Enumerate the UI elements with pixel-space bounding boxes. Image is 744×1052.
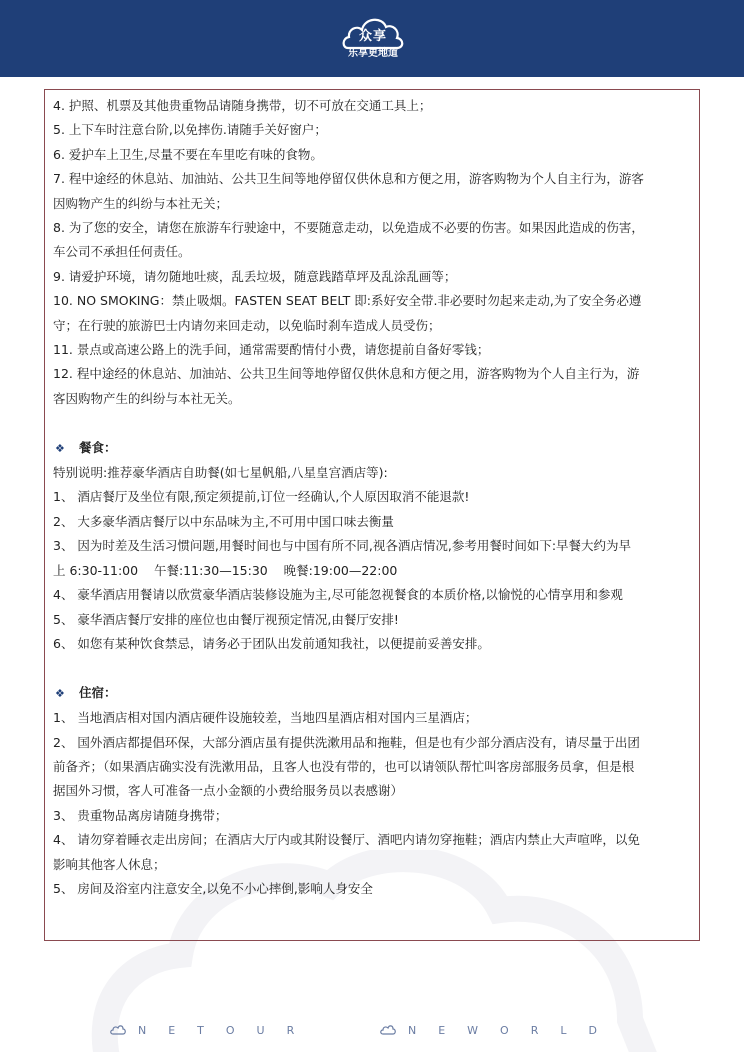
text-line: 9. 请爱护环境，请勿随地吐痰，乱丢垃圾，随意践踏草坪及乱涂乱画等； <box>53 268 457 284</box>
text-line: 据国外习惯，客人可准备一点小金额的小费给服务员以表感谢） <box>53 783 404 799</box>
section-spacer <box>53 656 693 680</box>
list-item <box>53 118 693 142</box>
list-item <box>53 94 693 118</box>
text-line: 上 6:30-11:00 午餐:11:30—15:30 晚餐:19:00—22:00 <box>53 562 398 578</box>
text-line: 1、 酒店餐厅及坐位有限,预定须提前,订位一经确认,个人原因取消不能退款! <box>53 489 470 505</box>
text-line: 5、 房间及浴室内注意安全,以免不小心摔倒,影响人身安全 <box>53 880 373 896</box>
text-line: 8. 为了您的安全，请您在旅游车行驶途中，不要随意走动，以免造成不必要的伤害。如果因此造成的伤害， <box>53 220 644 236</box>
logo-slogan: 乐享更地道 <box>348 48 398 59</box>
text-line: 2、 大多豪华酒店餐厅以中东品味为主,不可用中国口味去衡量 <box>53 513 394 529</box>
text-line: 12. 程中途经的休息站、加油站、公共卫生间等地停留仅供休息和方便之用，游客购物为个人自主行为，游 <box>53 366 640 382</box>
list-item <box>53 731 693 804</box>
list-item <box>53 608 693 632</box>
list-item <box>53 583 693 607</box>
list-item <box>53 706 693 730</box>
text-line: 3、 因为时差及生活习惯问题,用餐时间也与中国有所不同,视各酒店情况,参考用餐时间如下:早餐大约为早 <box>53 538 632 554</box>
list-item <box>53 265 693 289</box>
text-line: 4. 护照、机票及其他贵重物品请随身携带，切不可放在交通工具上； <box>53 98 432 113</box>
text-line: 6. 爱护车上卫生,尽量不要在车里吃有味的食物。 <box>53 146 323 162</box>
diamond-bullet-icon: ❖ <box>55 441 65 455</box>
list-item <box>53 216 693 265</box>
list-item <box>53 877 693 901</box>
list-item <box>53 167 693 216</box>
text-line: 车公司不承担任何责任。 <box>53 244 191 260</box>
text-line: 10. NO SMOKING：禁止吸烟。FASTEN SEAT BELT 即:系好安全带.非必要时勿起来走动,为了安全务必遵 <box>53 293 642 309</box>
text-line: 2、 国外酒店都提倡环保，大部分酒店虽有提供洗漱用品和拖鞋，但是也有少部分酒店没有，请尽量于出团 <box>53 734 640 750</box>
footer-left <box>110 1018 316 1042</box>
text-line: 守；在行驶的旅游巴士内请勿来回走动，以免临时刹车造成人员受伤； <box>53 317 441 333</box>
list-item <box>53 485 693 509</box>
page-header <box>0 0 744 77</box>
section-title: 餐食： <box>79 439 117 455</box>
section-heading <box>53 436 693 461</box>
text-line: 4、 请勿穿着睡衣走出房间；在酒店大厅内或其附设餐厅、酒吧内请勿穿拖鞋；酒店内禁止大声喧哗，以免 <box>53 832 640 848</box>
document-body <box>53 94 693 901</box>
text-line: 6、 如您有某种饮食禁忌，请务必于团队出发前通知我社，以便提前妥善安排。 <box>53 635 490 651</box>
text-line: 1、 当地酒店相对国内酒店硬件设施较差，当地四星酒店相对国内三星酒店； <box>53 710 478 726</box>
footer-brand-left: NETOUR <box>138 1023 317 1037</box>
logo-name: 众享 <box>358 29 387 44</box>
list-item <box>53 828 693 877</box>
section-title: 住宿： <box>79 684 117 700</box>
text-line: 3、 贵重物品离房请随身携带； <box>53 807 228 823</box>
page-footer <box>110 1018 670 1042</box>
lodging-section <box>53 681 693 902</box>
brand-logo <box>340 8 406 70</box>
footer-right <box>380 1018 619 1042</box>
text-line: 5、 豪华酒店餐厅安排的座位也由餐厅视预定情况,由餐厅安排! <box>53 611 399 627</box>
list-item <box>53 289 693 338</box>
footer-brand-right: NEWORLD <box>408 1023 619 1037</box>
section-heading <box>53 681 693 706</box>
list-item <box>53 338 693 362</box>
text-line: 前备齐；（如果酒店确实没有洗漱用品，且客人也没有带的，也可以请领队帮忙叫客房部服务员拿，但是根 <box>53 758 635 774</box>
text-line: 影响其他客人休息； <box>53 856 166 872</box>
list-item <box>53 534 693 583</box>
text-line: 11. 景点或高速公路上的洗手间，通常需要酌情付小费，请您提前自备好零钱； <box>53 342 490 358</box>
text-line: 客因购物产生的纠纷与本社无关。 <box>53 390 241 406</box>
content-frame <box>44 89 700 941</box>
list-item <box>53 510 693 534</box>
text-line: 7. 程中途经的休息站、加油站、公共卫生间等地停留仅供休息和方便之用，游客购物为个人自主行为，游客 <box>53 171 644 187</box>
section-note: 特别说明:推荐豪华酒店自助餐(如七星帆船,八星皇宫酒店等): <box>53 465 388 481</box>
list-item <box>53 632 693 656</box>
section-spacer <box>53 411 693 435</box>
text-line: 4、 豪华酒店用餐请以欣赏豪华酒店装修设施为主,尽可能忽视餐食的本质价格,以愉悦的心情享用和参观 <box>53 587 623 603</box>
cloud-icon <box>380 1024 396 1036</box>
cloud-icon <box>110 1024 126 1036</box>
list-item <box>53 362 693 411</box>
text-line: 因购物产生的纠纷与本社无关； <box>53 195 229 211</box>
list-item <box>53 804 693 828</box>
list-item <box>53 143 693 167</box>
dining-section <box>53 436 693 657</box>
diamond-bullet-icon: ❖ <box>55 686 65 700</box>
text-line: 5. 上下车时注意台阶,以免摔伤.请随手关好窗户； <box>53 122 327 138</box>
notes-section <box>53 94 693 411</box>
